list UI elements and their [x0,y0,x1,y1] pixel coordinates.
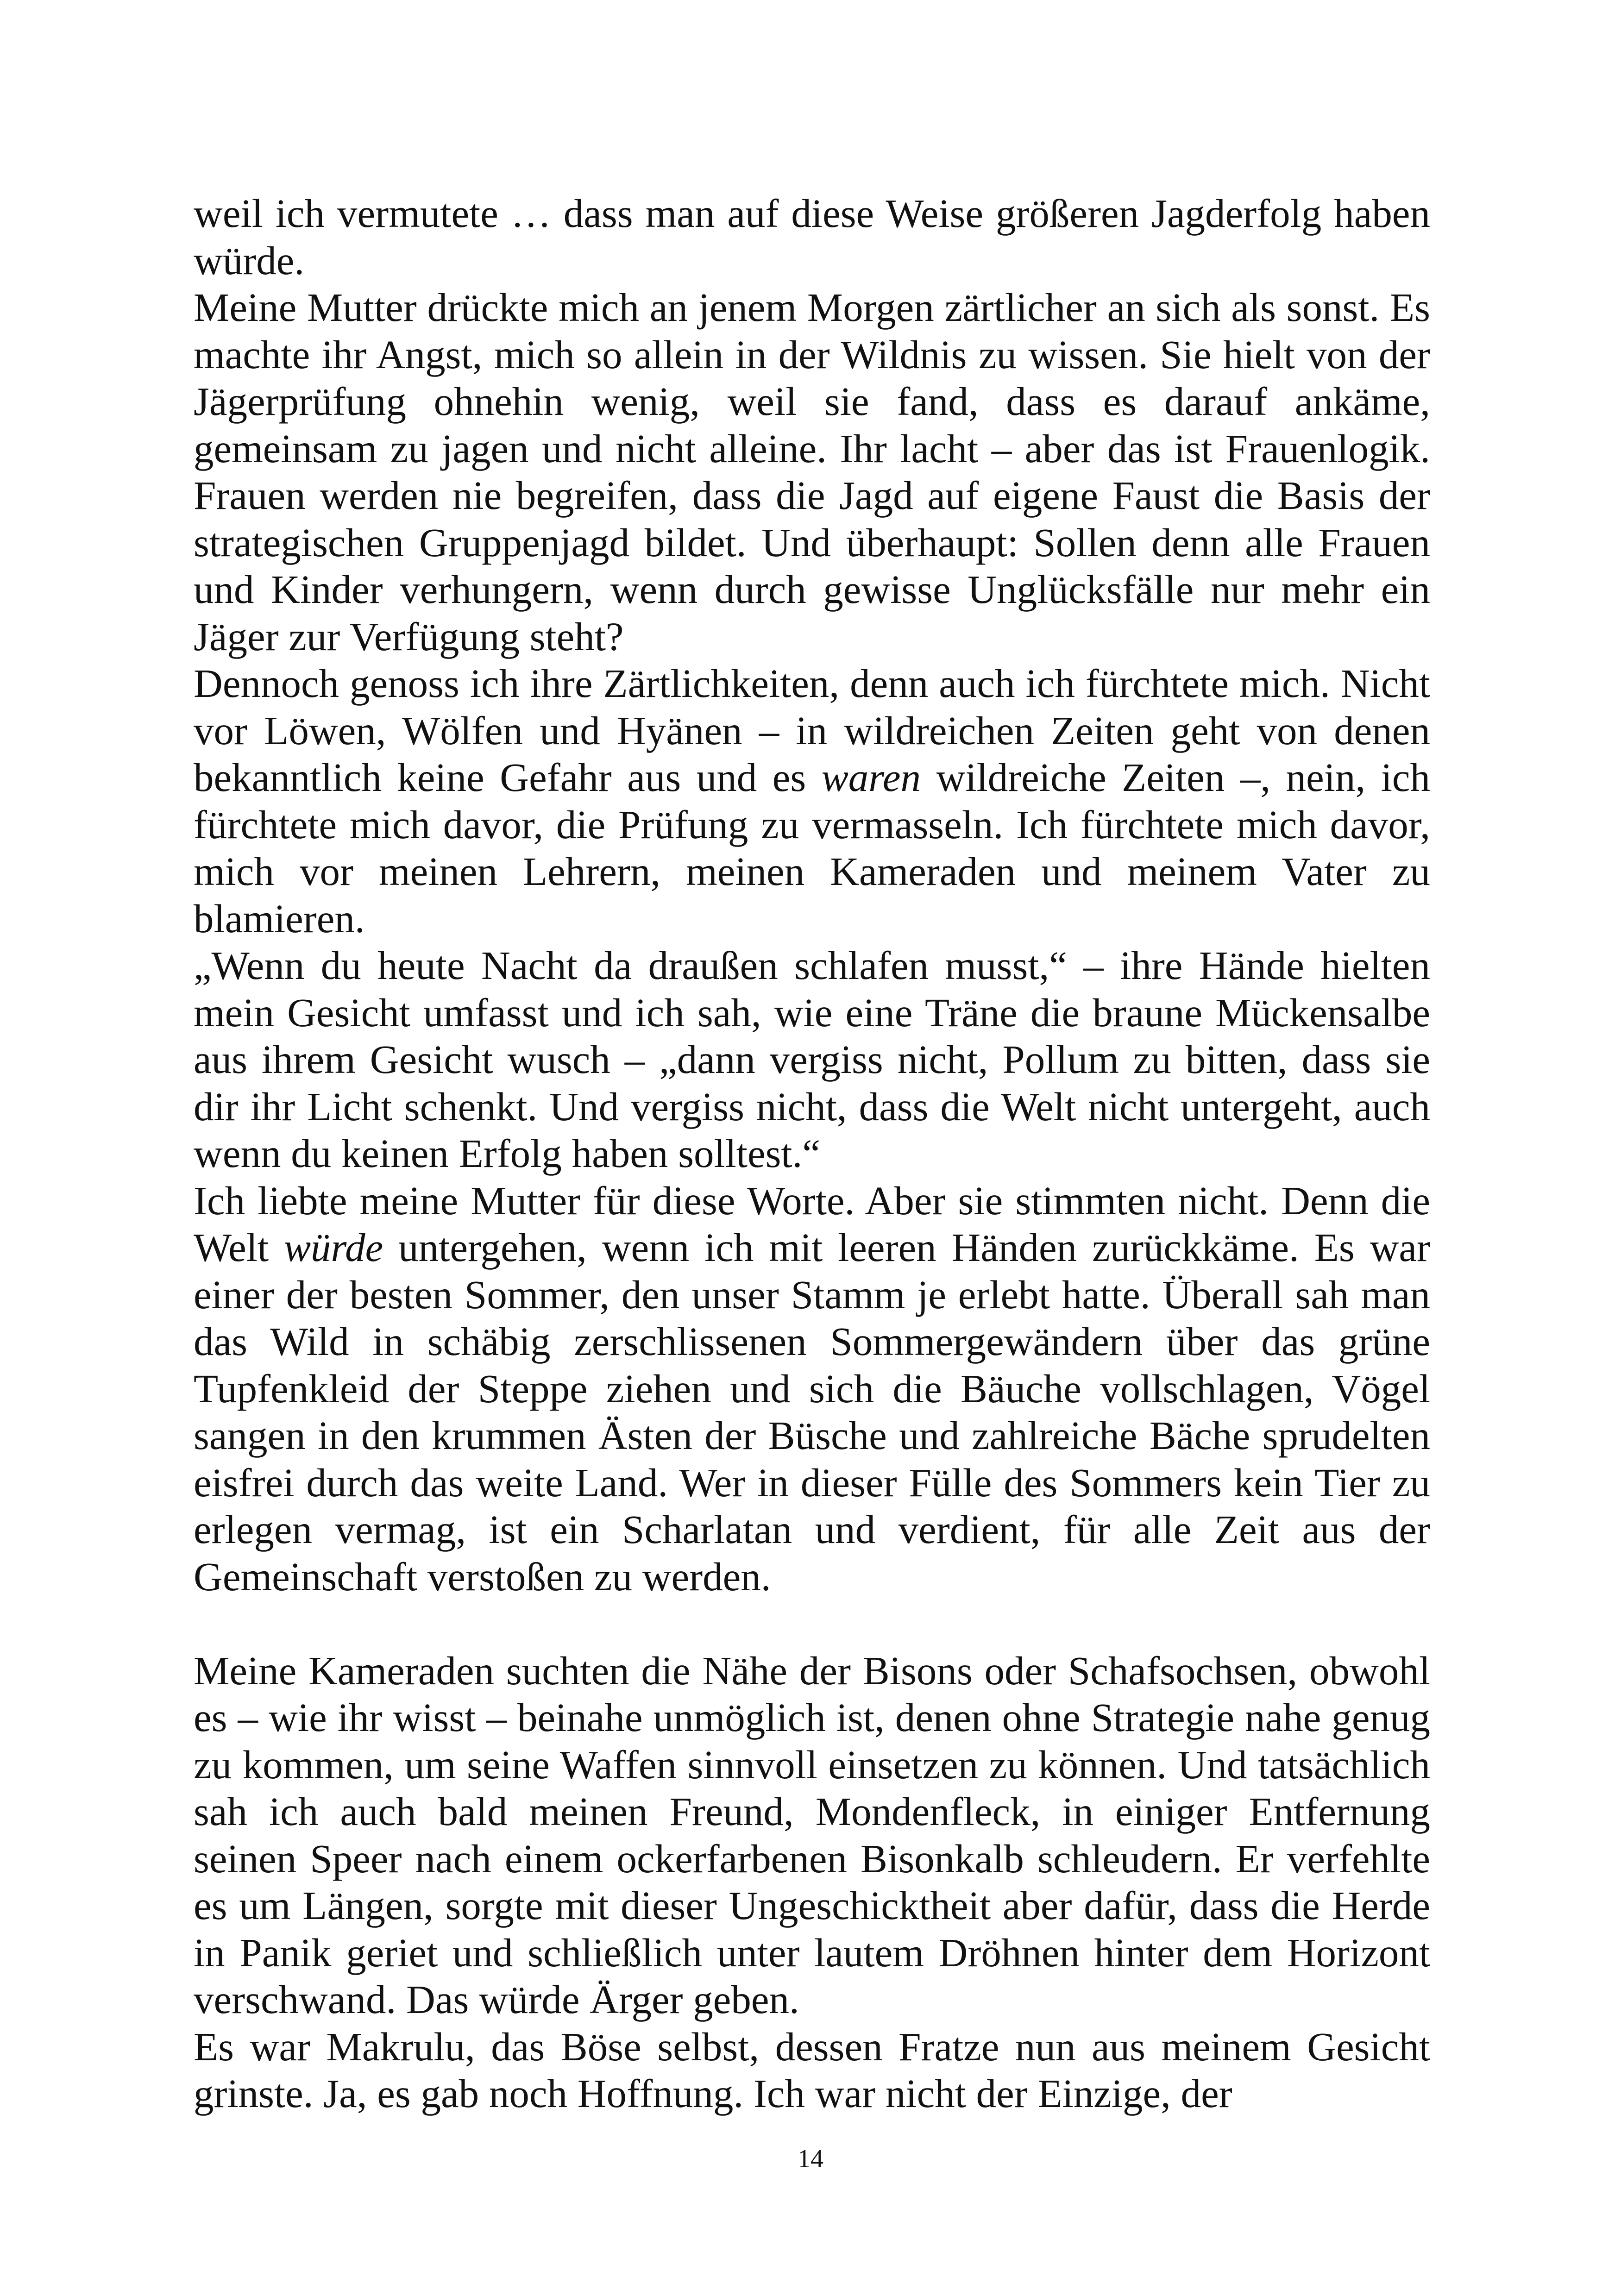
paragraph-3-emphasis: waren [821,755,921,800]
paragraph-gap [194,1600,1430,1647]
paragraph-1: weil ich vermutete … dass man auf diese Weise größeren Jagderfolg haben würde. [194,191,1430,283]
paragraph-5-text-a: Ich liebte meine Mutter für diese Worte. Aber sie stimmten nicht. Denn die Welt [194,1178,1430,1270]
paragraph-5-text-b: untergehen, wenn ich mit leeren Händen zurückkäme. Es war einer der besten Sommer, den unser Stamm je erlebt hatte. Überall sah man das Wild in schäbig zerschlissenen Sommergewändern über das grüne Tupfenkleid der Steppe ziehen und sich die Bäuche vollschlagen, Vögel sangen in den krummen Ästen der Büsche und zahlreiche Bäche sprudelten eisfrei durch das weite Land. Wer in dieser Fülle des Sommers kein Tier zu erlegen vermag, ist ein Scharlatan und verdient, für alle Zeit aus der Gemeinschaft verstoßen zu werden. [194,1225,1430,1599]
paragraph-2: Meine Mutter drückte mich an jenem Morgen zärtlicher an sich als sonst. Es machte ihr Angst, mich so allein in der Wildnis zu wissen. Sie hielt von der Jägerprüfung ohnehin wenig, weil sie fand, dass es darauf ankäme, gemeinsam zu jagen und nicht alleine. Ihr lacht – aber das ist Frauenlogik. Frauen werden nie begreifen, dass die Jagd auf eigene Faust die Basis der strategischen Gruppenjagd bildet. Und überhaupt: Sollen denn alle Frauen und Kinder verhungern, wenn durch gewisse Unglücksfälle nur mehr ein Jäger zur Verfügung steht? [194,285,1430,659]
paragraph-3-text-a: Dennoch genoss ich ihre Zärtlichkeiten, denn auch ich fürchtete mich. Nicht vor Löwen, Wölfen und Hyänen – in wildreichen Zeiten geht von denen bekanntlich keine Gefahr aus und es [194,661,1430,800]
paragraph-3-text-b: wildreiche Zeiten –, nein, ich fürchtete mich davor, die Prüfung zu vermasseln. Ich fürchtete mich davor, mich vor meinen Lehrern, meinen Kameraden und meinem Vater zu blamieren. [194,755,1430,941]
page-number: 14 [798,2145,823,2173]
paragraph-3 [194,660,1430,942]
paragraph-5 [194,1177,1430,1600]
body-text [194,190,1430,2117]
paragraph-4: „Wenn du heute Nacht da draußen schlafen musst,“ – ihre Hände hielten mein Gesicht umfasst und ich sah, wie eine Träne die braune Mückensalbe aus ihrem Gesicht wusch – „dann vergiss nicht, Pollum zu bitten, dass sie dir ihr Licht schenkt. Und vergiss nicht, dass die Welt nicht untergeht, auch wenn du keinen Erfolg haben solltest.“ [194,943,1430,1176]
paragraph-6: Meine Kameraden suchten die Nähe der Bisons oder Schafsochsen, obwohl es – wie ihr wisst – beinahe unmöglich ist, denen ohne Strategie nahe genug zu kommen, um seine Waffen sinnvoll einsetzen zu können. Und tatsächlich sah ich auch bald meinen Freund, Mondenfleck, in einiger Entfernung seinen Speer nach einem ockerfarbenen Bisonkalb schleudern. Er verfehlte es um Längen, sorgte mit dieser Ungeschicktheit aber dafür, dass die Herde in Panik geriet und schließlich unter lautem Dröhnen hinter dem Horizont verschwand. Das würde Ärger geben. [194,1648,1430,2022]
paragraph-7: Es war Makrulu, das Böse selbst, dessen Fratze nun aus meinem Gesicht grinste. Ja, es gab noch Hoffnung. Ich war nicht der Einzige, der [194,2024,1430,2116]
paragraph-5-emphasis: würde [284,1225,383,1270]
